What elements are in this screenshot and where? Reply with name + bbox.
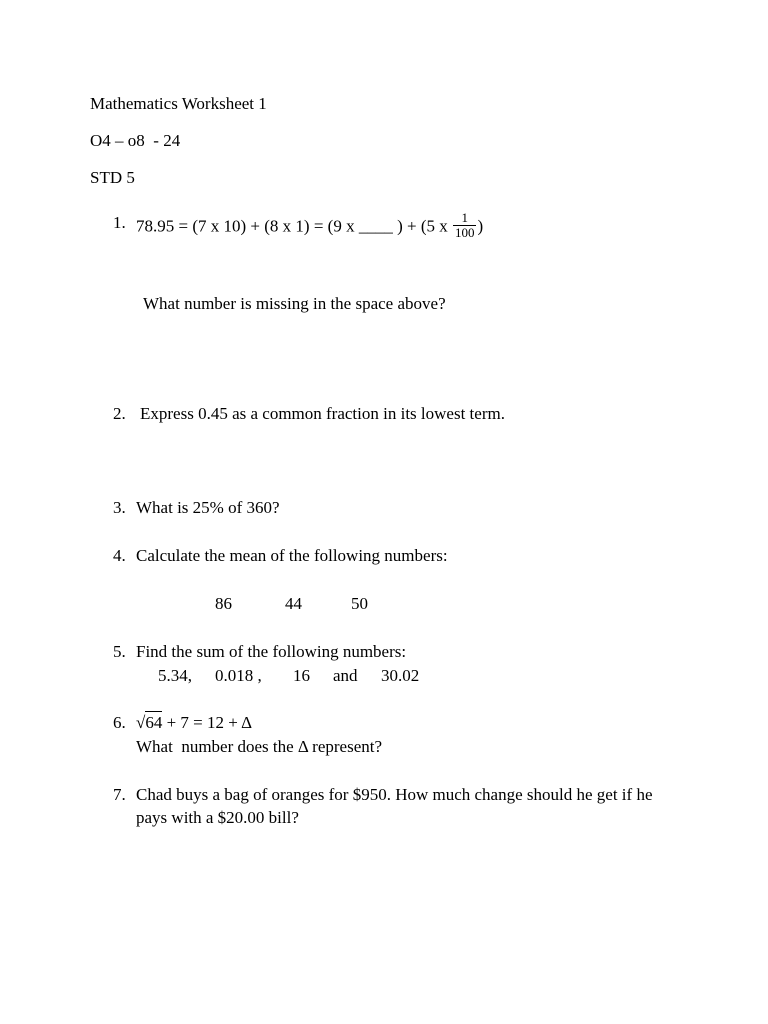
worksheet-title: Mathematics Worksheet 1 <box>90 94 267 113</box>
expression-left: 78.95 = (7 x 10) + (8 x 1) = (9 x ____ ) + (5 x <box>136 216 452 236</box>
question-4-text: Calculate the mean of the following numbers: <box>136 546 448 565</box>
worksheet-class: STD 5 <box>90 168 135 187</box>
question-7-line-2: pays with a $20.00 bill? <box>136 808 299 827</box>
question-number: 4. <box>113 546 126 565</box>
value: 5.34, <box>158 666 192 685</box>
radicand: 64 <box>145 713 163 732</box>
question-3-text: What is 25% of 360? <box>136 498 280 517</box>
question-number: 3. <box>113 498 126 517</box>
question-1-expression <box>136 210 484 242</box>
question-number: 6. <box>113 713 126 732</box>
value: and <box>333 666 358 685</box>
value: 50 <box>351 594 368 613</box>
value: 16 <box>293 666 310 685</box>
fraction <box>453 211 477 240</box>
question-1-prompt: What number is missing in the space above? <box>143 294 446 313</box>
question-number: 1. <box>113 213 126 232</box>
expression-rest: + 7 = 12 + Δ <box>162 713 253 732</box>
question-number: 7. <box>113 785 126 804</box>
question-6-prompt: What number does the Δ represent? <box>136 737 383 756</box>
question-6-expression <box>136 713 252 733</box>
question-2-text: Express 0.45 as a common fraction in its lowest term. <box>140 404 505 423</box>
fraction-numerator: 1 <box>453 211 477 226</box>
value: 0.018 , <box>215 666 262 685</box>
expression-right: ) <box>477 216 484 236</box>
question-7-line-1: Chad buys a bag of oranges for $950. How much change should he get if he <box>136 785 653 804</box>
value: 44 <box>285 594 302 613</box>
square-root-sign: √ <box>136 713 146 732</box>
worksheet-date: O4 – o8 - 24 <box>90 131 181 150</box>
question-5-text: Find the sum of the following numbers: <box>136 642 407 661</box>
question-number: 2. <box>113 404 126 423</box>
value: 30.02 <box>381 666 420 685</box>
value: 86 <box>215 594 232 613</box>
question-number: 5. <box>113 642 126 661</box>
fraction-denominator: 100 <box>454 225 475 240</box>
